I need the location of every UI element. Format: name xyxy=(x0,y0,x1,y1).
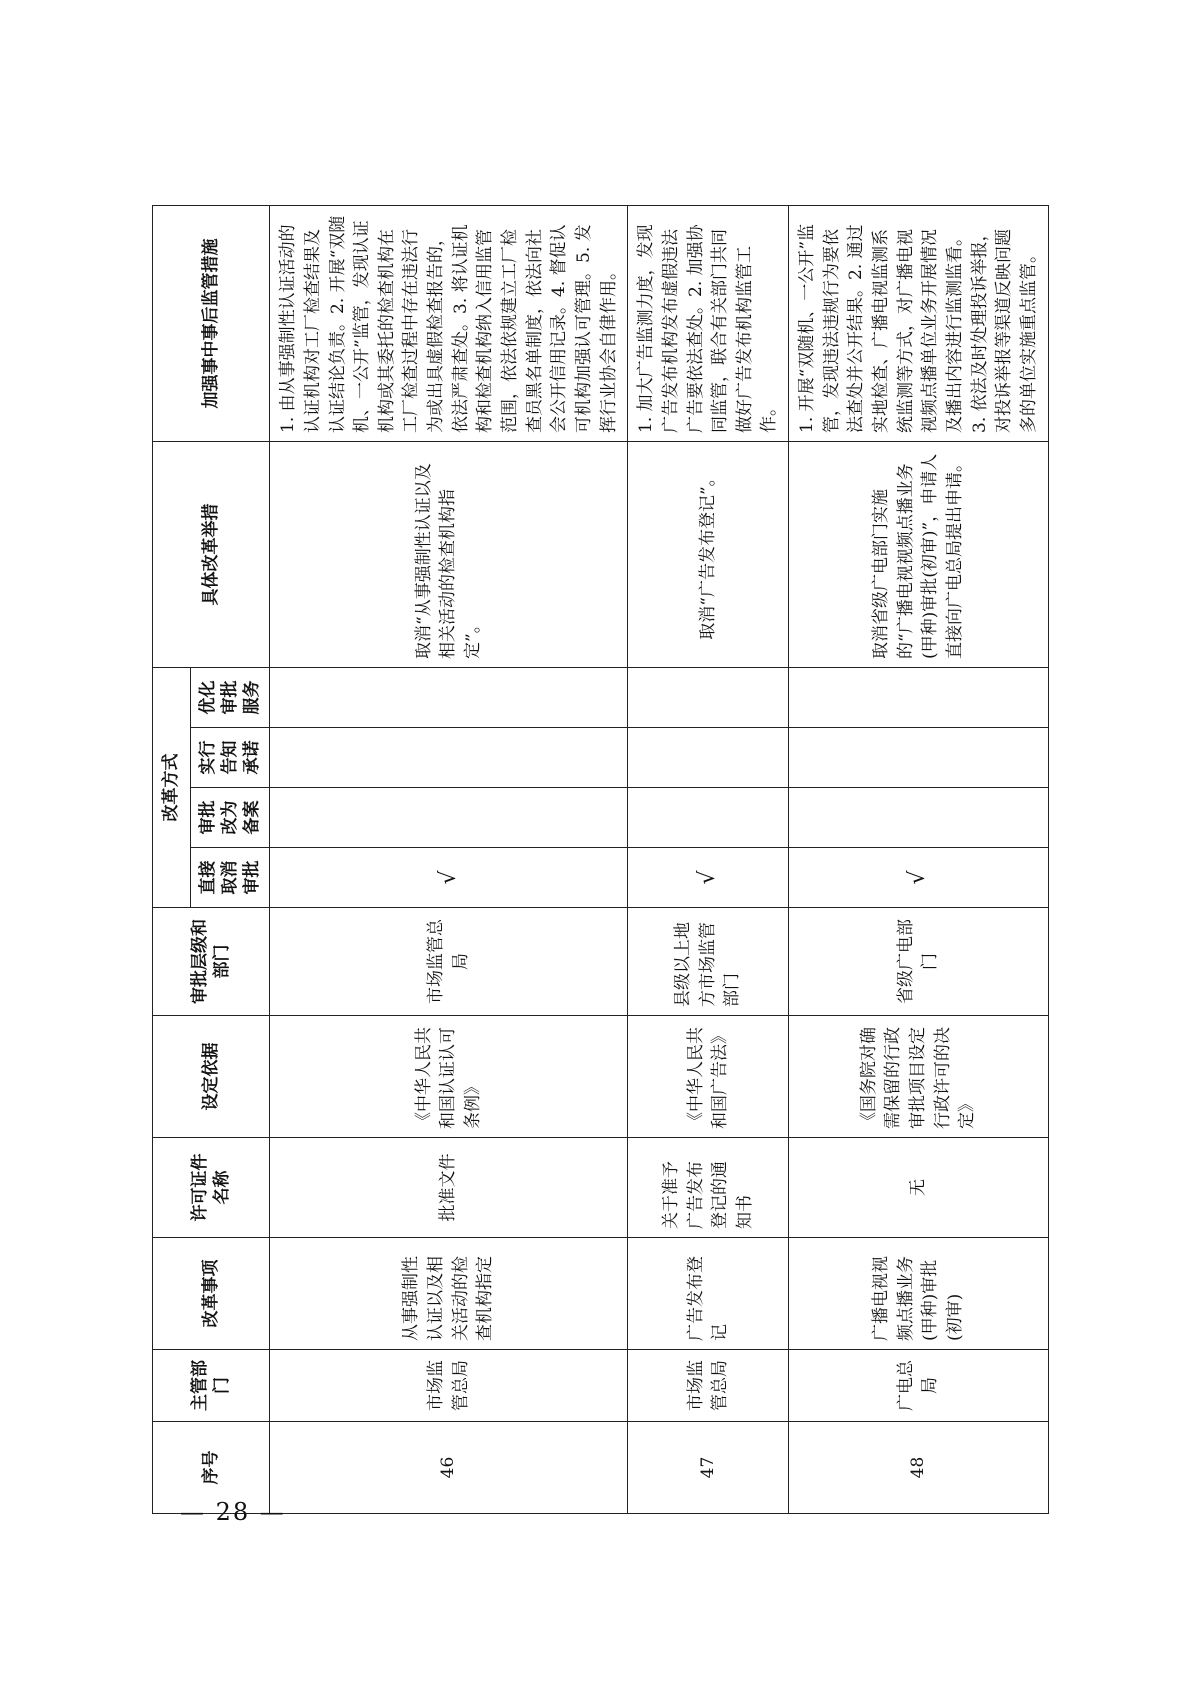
header-mode-notice: 实行告知承诺 xyxy=(191,728,270,788)
cell-notice xyxy=(628,728,789,788)
header-seq: 序号 xyxy=(153,1422,270,1514)
cell-basis: 《中华人民共和国认证认可条例》 xyxy=(270,1016,628,1138)
header-mode-cancel: 直接取消审批 xyxy=(191,848,270,908)
cell-cancel: √ xyxy=(789,848,1048,908)
cell-optimize xyxy=(270,668,628,728)
table-row xyxy=(789,206,1048,1514)
table-row xyxy=(628,206,789,1514)
cell-license: 关于准予广告发布登记的通知书 xyxy=(628,1138,789,1238)
header-mode-optimize: 优化审批服务 xyxy=(191,668,270,728)
cell-filing xyxy=(270,788,628,848)
cell-optimize xyxy=(628,668,789,728)
cell-item: 从事强制性认证以及相关活动的检查机构指定 xyxy=(270,1238,628,1350)
cell-measure: 取消省级广电部门实施的“广播电视视频点播业务(甲种)审批(初审)”，申请人直接向广电总局提出申请。 xyxy=(789,442,1048,668)
header-item: 改革事项 xyxy=(153,1238,270,1350)
header-basis: 设定依据 xyxy=(153,1016,270,1138)
cell-supervision: 1. 开展“双随机、一公开”监管，发现违法违规行为要依法查处并公开结果。2. 通过实地检查、广播电视监测系统监测等方式，对广播电视视频点播单位业务开展情况及播出内容进行监测监看。3. 依法及时处理投诉举报，对投诉举报等渠道反映问题多的单位实施重点监管。 xyxy=(789,206,1048,442)
header-measure: 具体改革举措 xyxy=(153,442,270,668)
cell-item: 广播电视视频点播业务(甲种)审批(初审) xyxy=(789,1238,1048,1350)
cell-dept: 广电总局 xyxy=(789,1350,1048,1422)
header-mode: 改革方式 xyxy=(153,668,191,908)
cell-item: 广告发布登记 xyxy=(628,1238,789,1350)
cell-seq: 48 xyxy=(789,1422,1048,1514)
cell-cancel: √ xyxy=(270,848,628,908)
table-container xyxy=(152,206,1039,1514)
cell-license: 批准文件 xyxy=(270,1138,628,1238)
cell-filing xyxy=(789,788,1048,848)
header-supervision: 加强事中事后监管措施 xyxy=(153,206,270,442)
header-license: 许可证件名称 xyxy=(153,1138,270,1238)
cell-seq: 47 xyxy=(628,1422,789,1514)
page-number: — 28 — xyxy=(180,1498,286,1526)
cell-basis: 《国务院对确需保留的行政审批项目设定行政许可的决定》 xyxy=(789,1016,1048,1138)
table-row xyxy=(270,206,628,1514)
cell-notice xyxy=(270,728,628,788)
cell-level: 县级以上地方市场监管部门 xyxy=(628,908,789,1016)
reform-table xyxy=(152,205,1049,1514)
cell-measure: 取消“广告发布登记”。 xyxy=(628,442,789,668)
cell-measure: 取消“从事强制性认证以及相关活动的检查机构指定”。 xyxy=(270,442,628,668)
cell-cancel: √ xyxy=(628,848,789,908)
header-mode-filing: 审批改为备案 xyxy=(191,788,270,848)
header-dept: 主管部门 xyxy=(153,1350,270,1422)
cell-optimize xyxy=(789,668,1048,728)
cell-seq: 46 xyxy=(270,1422,628,1514)
cell-notice xyxy=(789,728,1048,788)
cell-license: 无 xyxy=(789,1138,1048,1238)
cell-supervision: 1. 由从事强制性认证活动的认证机构对工厂检查结果及认证结论负责。2. 开展“双随机、一公开”监管，发现认证机构或其委托的检查机构在工厂检查过程中存在违法行为或出具虚假检查报告的，依法严肃查处。3. 将认证机构和检查机构纳入信用监管范围，依法依规建立工厂检查员黑名单制度，依法向社会公开信用记录。4. 督促认可机构加强认可管理。5. 发挥行业协会自律作用。 xyxy=(270,206,628,442)
cell-level: 市场监管总局 xyxy=(270,908,628,1016)
cell-level: 省级广电部门 xyxy=(789,908,1048,1016)
header-level: 审批层级和部门 xyxy=(153,908,270,1016)
cell-dept: 市场监管总局 xyxy=(628,1350,789,1422)
cell-basis: 《中华人民共和国广告法》 xyxy=(628,1016,789,1138)
cell-supervision: 1. 加大广告监测力度，发现广告发布机构发布虚假违法广告要依法查处。2. 加强协同监管，联合有关部门共同做好广告发布机构监管工作。 xyxy=(628,206,789,442)
cell-dept: 市场监管总局 xyxy=(270,1350,628,1422)
rotated-page xyxy=(152,206,1039,1514)
cell-filing xyxy=(628,788,789,848)
